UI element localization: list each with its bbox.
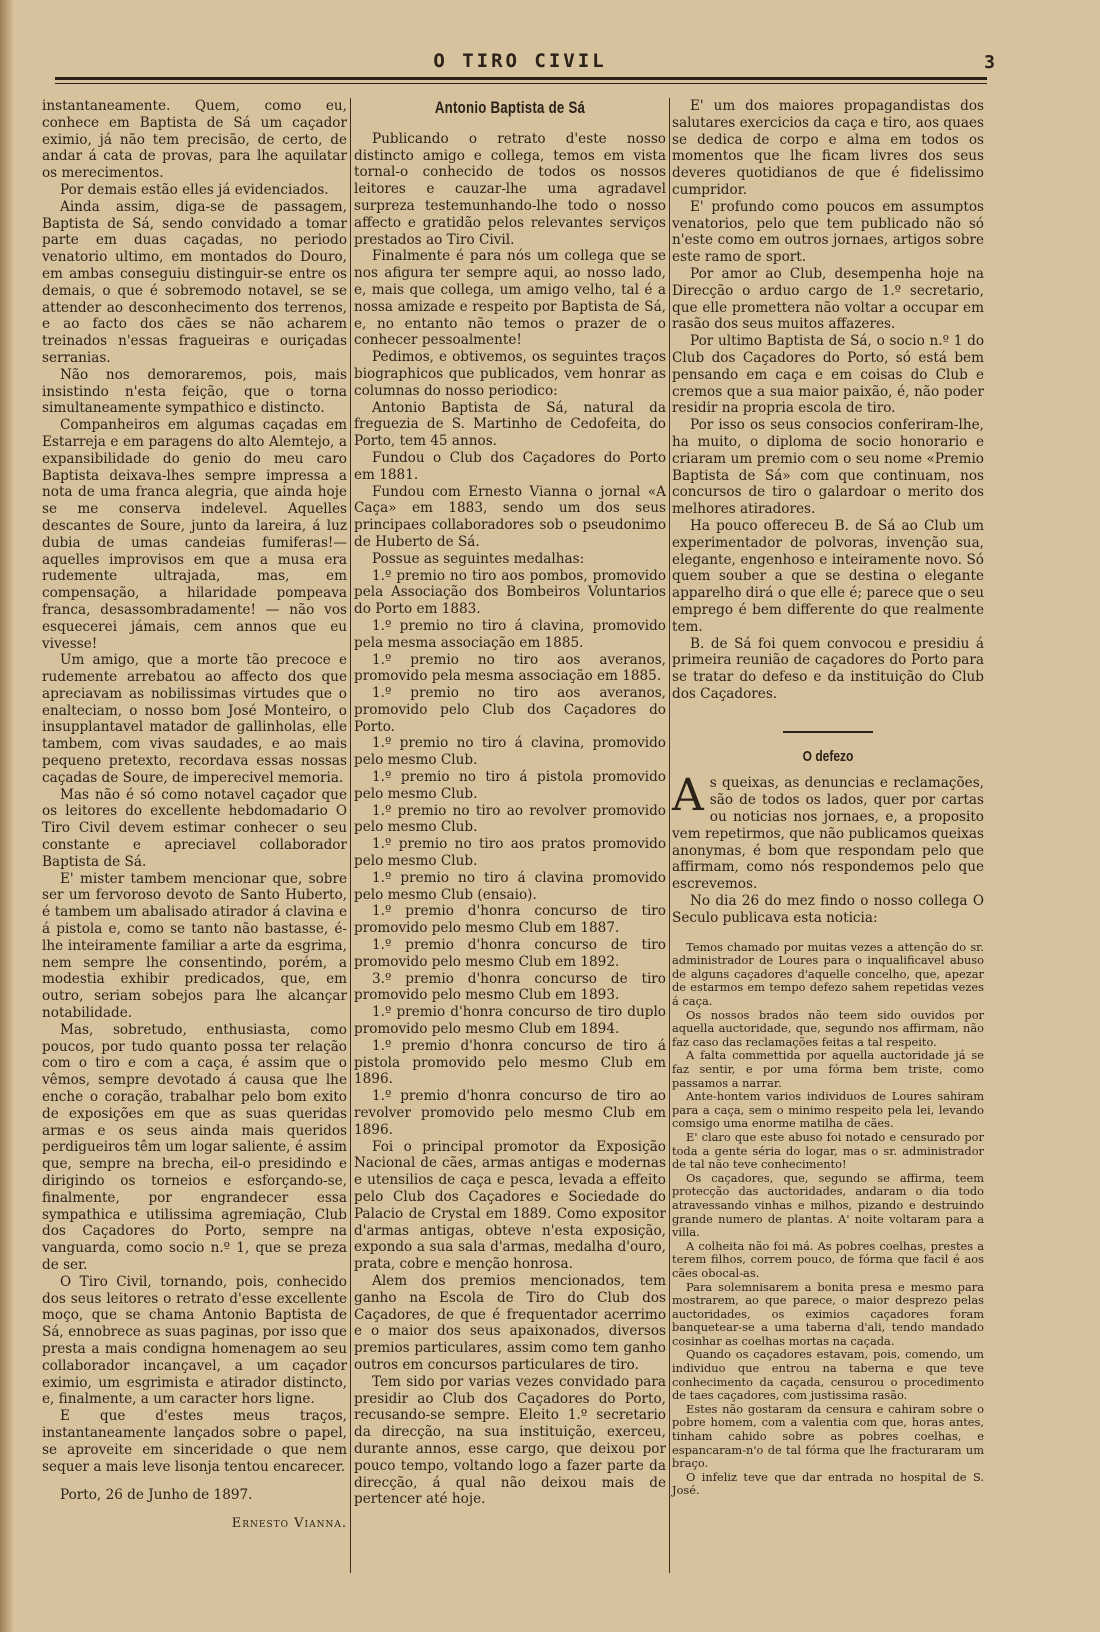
medal-item: 1.º premio no tiro á clavina, promovido pelo mesmo Club. (354, 735, 666, 769)
col1-paragraph: E que d'estes meus traços, instantaneamente lançados sobre o papel, se aproveite em sinceridade o que nem sequer a mais leve lisonja tentou encarecer. (42, 1408, 347, 1475)
col2-paragraph: Antonio Baptista de Sá, natural da freguezia de S. Martinho de Cedofeita, do Porto, tem 45 annos. (354, 399, 666, 450)
medal-item: 1.º premio d'honra concurso de tiro ao revolver promovido pelo mesmo Club em 1896. (354, 1088, 666, 1138)
col2-paragraph: Tem sido por varias vezes convidado para presidir ao Club dos Caçadores do Porto, recusando-se sempre. Eleito 1.º secretario da direcção, na sua instituição, exerceu, durante annos, esse cargo, que deixou por pouco tempo, voltando logo a fazer parte da direcção, á qual não deixou mais de pertencer até hoje. (354, 1373, 666, 1508)
column-1 (42, 98, 347, 1533)
quote-paragraph: Para solemnisarem a bonita presa e mesmo para mostrarem, ao que parece, o maior desprezo pelas auctoridades, os eximios caçadores foram banquetear-se a uma taberna d'ali, tendo mandado cosinhar as coelhas mortas na caçada. (672, 1279, 984, 1348)
col2-paragraph: Fundou o Club dos Caçadores do Porto em 1881. (354, 449, 666, 483)
col2-paragraph: Foi o principal promotor da Exposição Nacional de cães, armas antigas e modernas e utensilios de caça e pesca, levada a effeito pelo Club dos Caçadores e Sociedade do Palacio de Crystal em 1889. Como expositor d'armas antigas, obteve n'esta exposição, expondo a sua sala d'armas, medalha d'ouro, prata, cobre e menção honrosa. (354, 1138, 666, 1273)
quote-paragraph: O infeliz teve que dar entrada no hospital de S. José. (672, 1469, 984, 1498)
quote-paragraph: A falta commettida por aquella auctoridade já se faz sentir, e por uma fórma bem triste, como passamos a narrar. (672, 1048, 984, 1090)
defezo-paragraph: No dia 26 do mez findo o nosso collega O Seculo publicava esta noticia: (672, 893, 984, 926)
col1-paragraph: Mas, sobretudo, enthusiasta, como poucos, por tudo quanto possa ter relação com o tiro e com a caça, é assim que o vêmos, sempre devotado á causa que lhe enche o coração, trabalhar pelo bom exito de exposições em que as suas queridas armas e os seus ainda mais queridos perdigueiros têm um logar saliente, é assim que, sempre na brecha, eil-o presidindo e dirigindo os torneios e esforçando-se, finalmente, por engrandecer essa sympathica e utilissima agremiação, Club dos Caçadores do Porto, sempre na vanguarda, como socio n.º 1, que se preza de ser. (42, 1021, 347, 1273)
col3-paragraph: Ha pouco offereceu B. de Sá ao Club um experimentador de polvoras, invenção sua, elegante, engenhoso e inteiramente novo. Só quem souber a que se destina o elegante apparelho dirá o que elle é; parece que o seu emprego é bem differente do que realmente tem. (672, 517, 984, 635)
column-divider-2 (669, 98, 670, 1573)
col2-paragraph: Publicando o retrato d'este nosso distincto amigo e collega, temos em vista tornal-o conhecido de todos os nossos leitores e cauzar-lhe uma agradavel surpreza testemunhando-lhe todo o nosso affecto e gratidão pelos relevantes serviços prestados ao Tiro Civil. (354, 130, 666, 248)
medal-item: 1.º premio d'honra concurso de tiro duplo promovido pelo mesmo Club em 1894. (354, 1004, 666, 1038)
col1-paragraph: Um amigo, que a morte tão precoce e rudemente arrebatou ao affecto dos que apreciavam as nobilissimas virtudes que o enalteciam, o nosso bom José Monteiro, o insupplantavel matador de gallinholas, elle tambem, com vivas saudades, e ao mais pequeno pretexto, recordava essas nossas caçadas de Soure, de imperecivel memoria. (42, 652, 347, 786)
quote-paragraph: Os nossos brados não teem sido ouvidos por aquella auctoridade, que, segundo nos affirmam, não faz caso das reclamações feitas a tal respeito. (672, 1007, 984, 1049)
dateline: Porto, 26 de Junho de 1897. (60, 1487, 253, 1504)
column-2 (354, 98, 666, 1508)
medal-item: 1.º premio d'honra concurso de tiro promovido pelo mesmo Club em 1887. (354, 903, 666, 937)
col1-paragraph: Não nos demoraremos, pois, mais insistindo n'esta feição, que o torna simultaneamente sympathico e distincto. (42, 366, 347, 417)
medal-item: 1.º premio no tiro á clavina promovido pelo mesmo Club (ensaio). (354, 869, 666, 903)
col3-paragraph: Por isso os seus consocios conferiram-lhe, ha muito, o diploma de socio honorario e criaram um premio com o seu nome «Premio Baptista de Sá» com que continuam, nos concursos de tiro o galardoar o merito dos melhores atiradores. (672, 417, 984, 518)
medal-item: 1.º premio no tiro á clavina, promovido pela mesma associação em 1885. (354, 617, 666, 651)
article-headline: Antonio Baptista de Sá (434, 98, 586, 117)
defezo-intro (672, 770, 984, 893)
col1-paragraph: Mas não é só como notavel caçador que os leitores do excellente hebdomadario O Tiro Civil devem estimar conhecer o seu constante e apreciavel collaborador Baptista de Sá. (42, 786, 347, 870)
medal-item: 1.º premio no tiro aos pratos promovido pelo mesmo Club. (354, 836, 666, 870)
column-divider-1 (350, 98, 351, 1573)
col3-paragraph: Por amor ao Club, desempenha hoje na Direcção o arduo cargo de 1.º secretario, que elle promettera não voltar a occupar em rasão dos seus muitos affazeres. (672, 265, 984, 333)
header-rule-thin (55, 83, 987, 84)
author-signature: Ernesto Vianna. (231, 1516, 347, 1532)
quote-paragraph: A colheita não foi má. As pobres coelhas, prestes a terem filhos, correm pouco, de fórma que facil é aos cães obocal-as. (672, 1238, 984, 1280)
col3-paragraph: E' profundo como poucos em assumptos venatorios, pelo que tem publicado não só n'este como em outros jornaes, artigos sobre este ramo de sport. (672, 198, 984, 266)
medal-item: 1.º premio no tiro ao revolver promovido pelo mesmo Club. (354, 802, 666, 836)
col2-paragraph: Fundou com Ernesto Vianna o jornal «A Caça» em 1883, sendo um dos seus principaes collaboradores sob o pseudonimo de Huberto de Sá. (354, 483, 666, 550)
col2-paragraph: Alem dos premios mencionados, tem ganho na Escola de Tiro do Club dos Caçadores, de que é frequentador acerrimo e o maior dos seus apaixonados, diversos premios particulares, assim como tem ganho outros em concursos particulares de tiro. (354, 1272, 666, 1373)
quote-paragraph: Estes não gostaram da censura e cahiram sobre o pobre homem, com a valentia com que, horas antes, tinham cahido sobre as pobres coelhas, e espancaram-n'o de tal fórma que lhe fracturaram um braço. (672, 1401, 984, 1471)
col1-paragraph: O Tiro Civil, tornando, pois, conhecido dos seus leitores o retrato d'esse excellente moço, que se chama Antonio Baptista de Sá, ennobrece as suas paginas, por isso que presta a mais condigna homenagem ao seu collaborador incançavel, a um caçador eximio, um esgrimista e atirador distincto, e, finalmente, a um caracter hors ligne. (42, 1273, 347, 1408)
masthead: O TIRO CIVIL (433, 50, 607, 72)
col3-paragraph: E' um dos maiores propagandistas dos salutares exercicios da caça e tiro, aos quaes se dedica de corpo e alma em todos os momentos que lhe ficam livres dos seus deveres quotidianos de que é fidelissimo cumpridor. (672, 98, 984, 198)
drop-cap: A (672, 770, 704, 822)
col2-paragraph: Pedimos, e obtivemos, os seguintes traços biographicos que publicados, vem honrar as columnas do nosso periodico: (354, 349, 666, 399)
medal-item: 1.º premio no tiro á pistola promovido pelo mesmo Club. (354, 769, 666, 802)
col1-paragraph: E' mister tambem mencionar que, sobre ser um fervoroso devoto de Santo Huberto, é tambem um abalisado atirador á clavina e á pistola e, como se tanto não bastasse, é-lhe inteiramente familiar a arte da esgrima, nem sempre lhe consentindo, porém, a modestia exhibir predicados, que, em outro, seriam sobejos para lhe alcançar notabilidade. (42, 870, 347, 1022)
quote-paragraph: Os caçadores, que, segundo se affirma, teem protecção das auctoridades, andaram o dia todo atravessando vinhas e milhos, pizando e destruindo grande numero de plantas. A' noite voltaram para a villa. (672, 1170, 984, 1240)
section-separator (783, 731, 873, 733)
medal-item: 1.º premio no tiro aos pombos, promovido pela Associação dos Bombeiros Voluntarios do Porto em 1883. (354, 567, 666, 618)
medal-item: 1.º premio no tiro aos averanos, promovido pela mesma associação em 1885. (354, 651, 666, 685)
medal-item: 1.º premio d'honra concurso de tiro á pistola promovido pelo mesmo Club em 1896. (354, 1037, 666, 1088)
quote-paragraph: Ante-hontem varios individuos de Loures sahiram para a caça, sem o minimo respeito pela lei, levando comsigo uma enorme matilha de cães. (672, 1089, 984, 1131)
col1-paragraph: instantaneamente. Quem, como eu, conhece em Baptista de Sá um caçador eximio, já não tem precisão, de certo, de andar á cata de provas, para lhe aquilatar os merecimentos. (42, 98, 347, 182)
section-headline-defezo: O defezo (802, 747, 854, 765)
col3-paragraph: B. de Sá foi quem convocou e presidiu á primeira reunião de caçadores do Porto para se tratar do defeso e da instituição do Club dos Caçadores. (672, 635, 984, 702)
column-3 (672, 98, 984, 1498)
medal-item: 1.º premio d'honra concurso de tiro promovido pelo mesmo Club em 1892. (354, 937, 666, 970)
quote-paragraph: E' claro que este abuso foi notado e censurado por toda a gente séria do logar, mas o sr. administrador de tal não teve conhecimento! (672, 1129, 984, 1172)
header-rule-thick (55, 77, 987, 80)
quote-paragraph: Quando os caçadores estavam, pois, comendo, um individuo que entrou na taberna e que teve conhecimento da caçada, censurou o procedimento de taes caçadores, com justissima rasão. (672, 1347, 984, 1403)
quoted-news-item (672, 941, 984, 1498)
col2-paragraph: Finalmente é para nós um collega que se nos afigura ter sempre aqui, ao nosso lado, e, mais que collega, um amigo velho, tal é a nossa amizade e respeito por Baptista de Sá, e, no entanto não temos o prazer de o conhecer pessoalmente! (354, 248, 666, 349)
medal-item: 1.º premio no tiro aos averanos, promovido pelo Club dos Caçadores do Porto. (354, 685, 666, 735)
medal-item: 3.º premio d'honra concurso de tiro promovido pelo mesmo Club em 1893. (354, 970, 666, 1004)
col3-paragraph: Por ultimo Baptista de Sá, o socio n.º 1 do Club dos Caçadores do Porto, só está bem pensando em caça e em coisas do Club e cremos que a sua maior paixão, é, não poder residir na propria escola de tiro. (672, 333, 984, 417)
col1-paragraph: Ainda assim, diga-se de passagem, Baptista de Sá, sendo convidado a tomar parte em duas caçadas, no periodo venatorio ultimo, em montados do Douro, em ambas conseguiu distinguir-se entre os demais, o que é sobremodo notavel, se se attender ao desconhecimento dos terrenos, e ao facto dos cães se não acharem treinados n'essas fragueiras e ouriçadas serranias. (42, 198, 347, 366)
quote-paragraph: Temos chamado por muitas vezes a attenção do sr. administrador de Loures para o inqualificavel abuso de alguns caçadores d'aquelle concelho, que, apezar de estarmos em tempo defezo sahem repetidas vezes á caça. (672, 939, 984, 1009)
defezo-intro-text: s queixas, as denuncias e reclamações, são de todos os lados, quer por cartas ou noticias nos jornaes, e, a proposito vem repetirmos, que não publicamos queixas anonymas, é bom que respondam pelo que affirmam, como nós respondemos pelo que escrevemos. (672, 775, 984, 893)
page-number: 3 (984, 52, 995, 73)
col1-paragraph: Companheiros em algumas caçadas em Estarreja e em paragens do alto Alemtejo, a expansibilidade do genio do meu caro Baptista deixava-lhes sempre impressa a nota de uma franca alegria, que ainda hoje se me conserva indelevel. Aquelles descantes de Soure, junto da lareira, á luz dubia de umas candeias fumiferas!—aquelles improvisos em que a musa era rudemente ultrajada, mas, em compensação, a hilaridade pompeava franca, desassombradamente! — não vos esquecerei jámais, cem annos que eu vivesse! (42, 417, 347, 652)
col2-paragraph: Possue as seguintes medalhas: (372, 550, 585, 567)
col1-paragraph: Por demais estão elles já evidenciados. (60, 181, 329, 198)
